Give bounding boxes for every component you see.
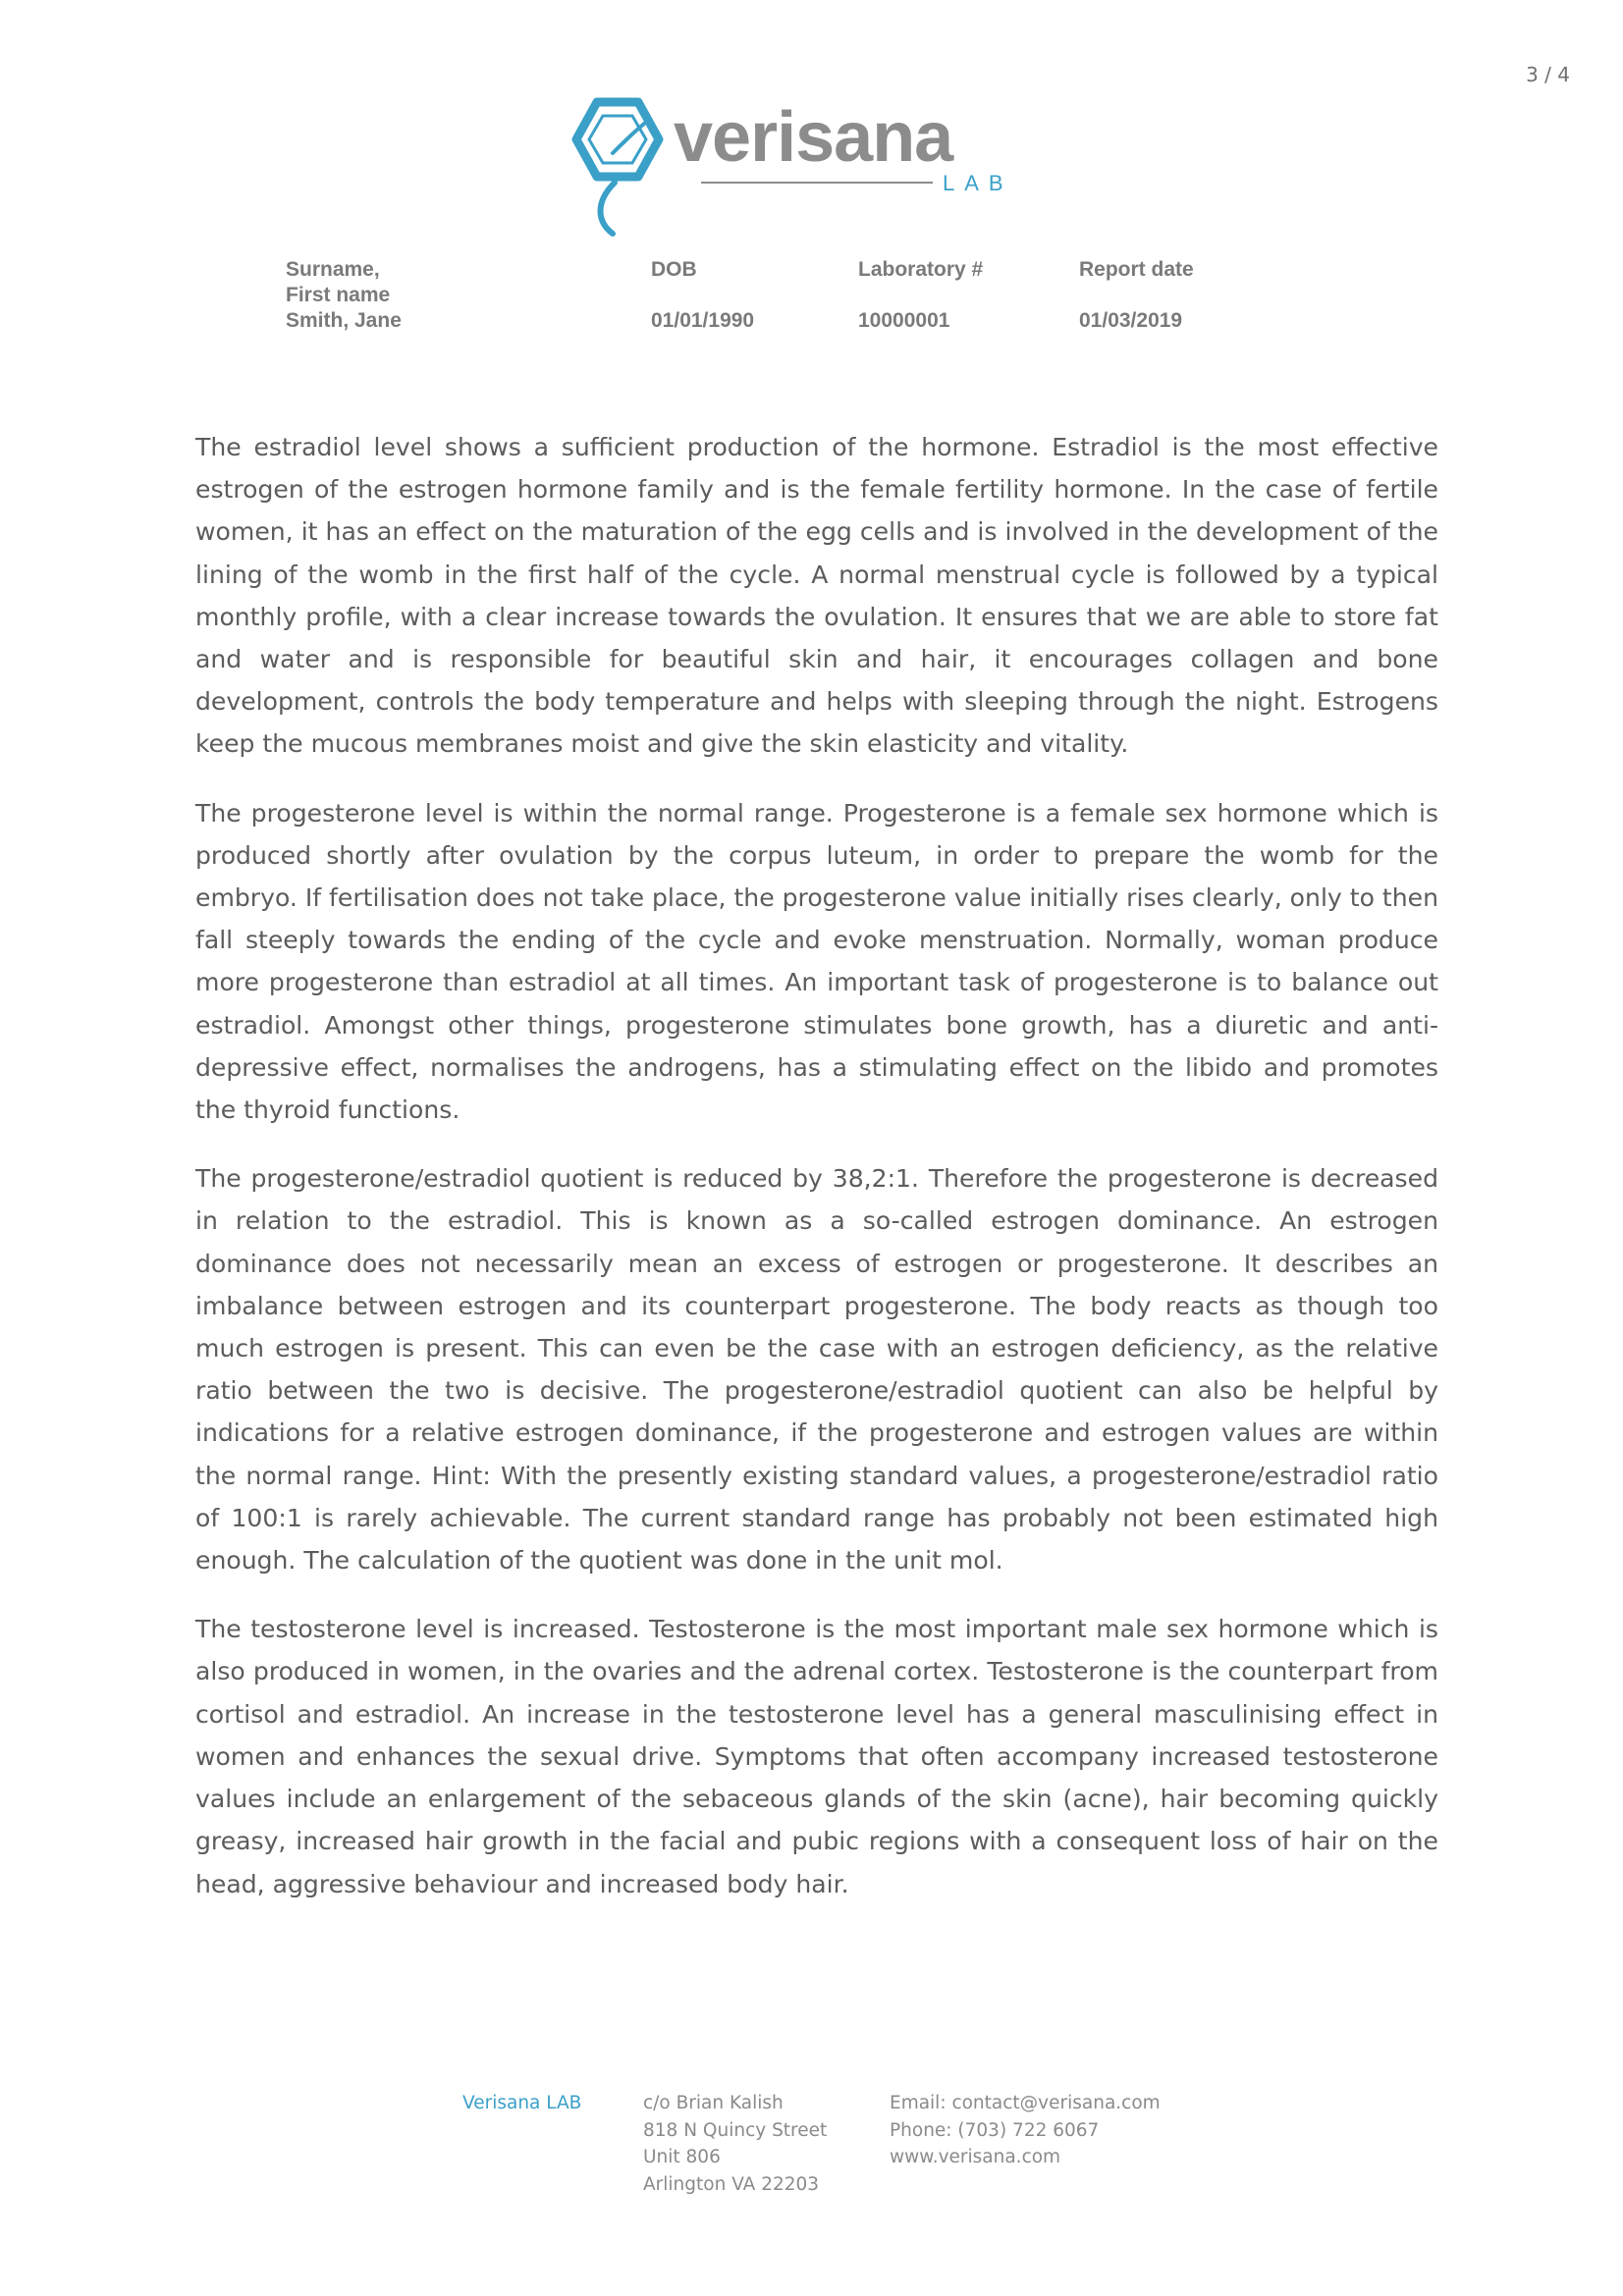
address-line: 818 N Quincy Street — [643, 2119, 828, 2141]
progesterone-paragraph: The progesterone level is within the normal range. Progesterone is a female sex hormone which is produced shortly after ovulation by the corpus luteum, in order to prepare the womb for the embryo. If fertilisation does not take place, the progesterone value initially rises clearly, only to then fall steeply towards the ending of the cycle and evoke menstruation. Normally, woman produce more progesterone than estradiol at all times. An important task of progesterone is to balance out estradiol. Amongst other things, progesterone stimulates bone growth, has a diuretic and anti-depressive effect, normalises the androgens, has a stimulating effect on the libido and promotes the thyroid functions. — [195, 798, 1438, 1125]
contact-website: www.verisana.com — [890, 2147, 1061, 2167]
report-date-value: 01/03/2019 — [1079, 309, 1183, 332]
testosterone-paragraph: The testosterone level is increased. Testosterone is the most important male sex hormone which is also produced in women, in the ovaries and the adrenal cortex. Testosterone is the counterpart from cortisol and estradiol. An increase in the testosterone level has a general masculinising effect in women and enhances the sexual drive. Symptoms that often accompany increased testosterone values include an enlargement of the sebaceous glands of the skin (acne), hair becoming quickly greasy, increased hair growth in the facial and pubic regions with a consequent loss of hair on the head, aggressive behaviour and increased body hair. — [195, 1615, 1438, 1898]
page-number: 3 / 4 — [1526, 63, 1570, 86]
footer-brand: Verisana LAB — [462, 2093, 582, 2113]
footer-address — [643, 2090, 827, 2198]
report-date-header: Report date — [1079, 258, 1194, 281]
hexagon-leaf-icon — [576, 102, 659, 234]
laboratory-value: 10000001 — [858, 309, 950, 332]
logo-wordmark: verisana — [674, 98, 953, 177]
dob-header: DOB — [651, 258, 697, 281]
report-date-column — [1079, 257, 1194, 332]
quotient-paragraph: The progesterone/estradiol quotient is reduced by 38,2:1. Therefore the progesterone is decreased in relation to the estradiol. This is known as a so-called estrogen dominance. An estrogen dominance does not necessarily mean an excess of estrogen or progesterone. It describes an imbalance between estrogen and its counterpart progesterone. The body reacts as though too much estrogen is present. This can even be the case with an estrogen deficiency, as the relative ratio between the two is decisive. The progesterone/estradiol quotient can also be helpful by indications for a relative estrogen dominance, if the progesterone and estrogen values are within the normal range. Hint: With the presently existing standard values, a progesterone/estradiol ratio of 100:1 is rarely achievable. The current standard range has probably not been estimated high enough. The calculation of the quotient was done in the unit mol. — [195, 1164, 1438, 1575]
address-line: c/o Brian Kalish — [643, 2093, 784, 2113]
report-body — [195, 426, 1438, 1932]
laboratory-column — [858, 257, 984, 332]
footer-contact — [890, 2090, 1161, 2171]
patient-name-column — [286, 257, 482, 332]
logo-lab-text: LAB — [943, 171, 1013, 195]
address-line: Arlington VA 22203 — [643, 2173, 820, 2195]
dob-value: 01/01/1990 — [651, 309, 755, 332]
first-name-header: First name — [286, 284, 391, 306]
laboratory-header: Laboratory # — [858, 258, 984, 281]
estradiol-paragraph: The estradiol level shows a sufficient production of the hormone. Estradiol is the most effective estrogen of the estrogen hormone family and is the female fertility hormone. In the case of fertile women, it has an effect on the maturation of the egg cells and is involved in the development of the lining of the womb in the first half of the cycle. A normal menstrual cycle is followed by a typical monthly profile, with a clear increase towards the ovulation. It ensures that we are able to store fat and water and is responsible for beautiful skin and hair, it encourages collagen and bone development, controls the body temperature and helps with sleeping through the night. Estrogens keep the mucous membranes moist and give the skin elasticity and vitality. — [195, 433, 1438, 759]
dob-column — [651, 257, 755, 332]
contact-email: Email: contact@verisana.com — [890, 2093, 1161, 2113]
address-line: Unit 806 — [643, 2147, 721, 2167]
contact-phone: Phone: (703) 722 6067 — [890, 2119, 1100, 2141]
patient-name-value: Smith, Jane — [286, 309, 402, 332]
surname-header: Surname, — [286, 258, 380, 281]
verisana-logo — [568, 94, 1029, 241]
